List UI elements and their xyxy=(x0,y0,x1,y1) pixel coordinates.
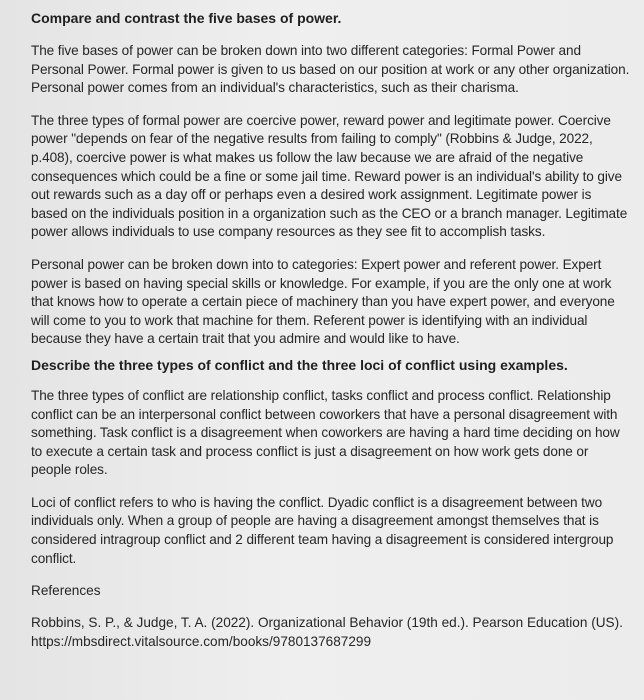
paragraph-conflict-types: The three types of conflict are relationship conflict, tasks conflict and process conflict. Relationship conflict can be an interpersonal conflict between coworkers that have a personal disagreement with something. Task conflict is a disagreement when coworkers are having a hard time deciding on how to execute a certain task and process conflict is just a disagreement on how work gets done or people roles. xyxy=(31,387,620,478)
question-heading-conflict: Describe the three types of conflict and the three loci of conflict using examples. xyxy=(31,356,568,373)
paragraph-loci-of-conflict: Loci of conflict refers to who is having the conflict. Dyadic conflict is a disagreement between two individuals only. When a group of people are having a disagreement amongst themselves that is considered intragroup conflict and 2 different team having a disagreement is considered intergroup conflict. xyxy=(31,494,614,566)
paragraph-personal-power: Personal power can be broken down into to categories: Expert power and referent power. Expert power is based on having special skills or knowledge. For example, if you are the only one at work that knows how to operate a certain piece of machinery than you have expert power, and everyone will come to you to work that machine for them. Referent power is identifying with an individual because they have a certain trait that you admire and would like to have. xyxy=(31,256,615,347)
paragraph-power-categories: The five bases of power can be broken down into two different categories: Formal Power and Personal Power. Formal power is given to us based on our position at work or any other organization. Personal power comes from an individual's characteristics, such as their charisma. xyxy=(31,43,630,96)
reference-citation: Robbins, S. P., & Judge, T. A. (2022). Organizational Behavior (19th ed.). Pearson Education (US). xyxy=(31,615,623,631)
paragraph-formal-power: The three types of formal power are coercive power, reward power and legitimate power. Coercive power "depends on fear of the negative results from failing to comply" (Robbins & Judge, 2022, p.408), coercive power is what makes us follow the law because we are afraid of the negative consequences which could be a fine or some jail time. Reward power is an individual's ability to give out rewards such as a day off or perhaps even a desired work assignment. Legitimate power is based on the individuals position in a organization such as the CEO or a branch manager. Legitimate power allows individuals to use company resources as they see fit to accomplish tasks. xyxy=(31,112,628,240)
question-heading-power: Compare and contrast the five bases of power. xyxy=(31,10,342,26)
reference-url: https://mbsdirect.vitalsource.com/books/9780137687299 xyxy=(31,633,372,649)
references-label: References xyxy=(31,583,101,599)
